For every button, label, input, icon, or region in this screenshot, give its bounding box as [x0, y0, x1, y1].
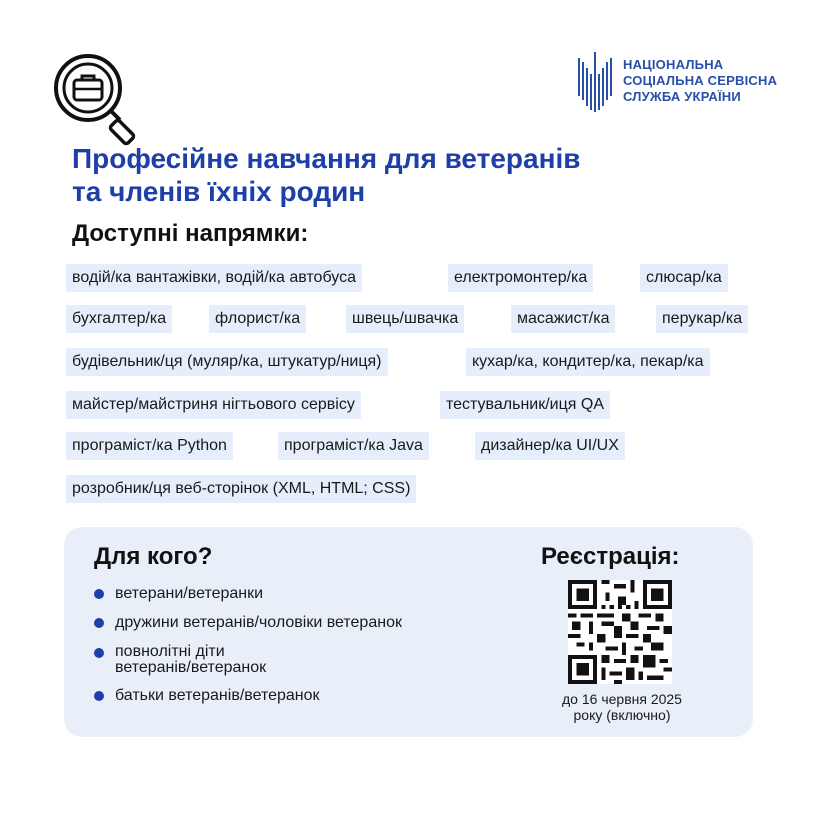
- direction-tag: розробник/ця веб-сторінок (XML, HTML; CSS): [66, 475, 416, 503]
- who-item: батьки ветеранів/ветеранок: [115, 687, 320, 704]
- title-line: та членів їхніх родин: [72, 176, 366, 207]
- directions-heading: Доступні напрямки:: [72, 220, 309, 247]
- logo-line: СОЦІАЛЬНА СЕРВІСНА: [623, 73, 778, 88]
- direction-tag: швець/швачка: [346, 305, 464, 333]
- direction-tag: флорист/ка: [209, 305, 306, 333]
- who-item: ветерани/ветеранки: [115, 585, 264, 602]
- logo-line: НАЦІОНАЛЬНА: [623, 57, 724, 72]
- logo-text: [623, 57, 777, 105]
- direction-tag: слюсар/ка: [640, 264, 728, 292]
- qr-code-icon: [568, 580, 672, 684]
- nssu-logo: [575, 48, 777, 114]
- who-heading: Для кого?: [94, 543, 213, 570]
- direction-tag: водій/ка вантажівки, водій/ка автобуса: [66, 264, 362, 292]
- direction-tag: тестувальник/иця QA: [440, 391, 610, 419]
- direction-tag: дизайнер/ка UI/UX: [475, 432, 625, 460]
- deadline-line: року (включно): [573, 707, 671, 723]
- magnifier-briefcase-icon: [48, 48, 148, 148]
- page-title: [72, 142, 772, 208]
- trident-emblem-icon: [575, 48, 615, 114]
- logo-line: СЛУЖБА УКРАЇНИ: [623, 89, 741, 104]
- direction-tag: програміст/ка Java: [278, 432, 429, 460]
- title-line: Професійне навчання для ветеранів: [72, 143, 581, 174]
- direction-tag: майстер/майстриня нігтьового сервісу: [66, 391, 361, 419]
- direction-tag: перукар/ка: [656, 305, 748, 333]
- bullet-icon: [94, 691, 104, 701]
- direction-tag: будівельник/ця (муляр/ка, штукатур/ниця): [66, 348, 388, 376]
- registration-deadline: [540, 691, 704, 723]
- who-item: ветеранів/ветеранок: [115, 659, 267, 676]
- bullet-icon: [94, 648, 104, 658]
- direction-tag: масажист/ка: [511, 305, 615, 333]
- direction-tag: кухар/ка, кондитер/ка, пекар/ка: [466, 348, 710, 376]
- direction-tag: електромонтер/ка: [448, 264, 593, 292]
- who-item: повнолітні діти: [115, 643, 225, 660]
- direction-tag: програміст/ка Python: [66, 432, 233, 460]
- registration-qr-code[interactable]: [568, 580, 672, 684]
- direction-tag: бухгалтер/ка: [66, 305, 172, 333]
- deadline-line: до 16 червня 2025: [562, 691, 682, 707]
- registration-heading: Реєстрація:: [541, 543, 680, 570]
- who-item: дружини ветеранів/чоловіки ветеранок: [115, 614, 402, 631]
- bullet-icon: [94, 618, 104, 628]
- bullet-icon: [94, 589, 104, 599]
